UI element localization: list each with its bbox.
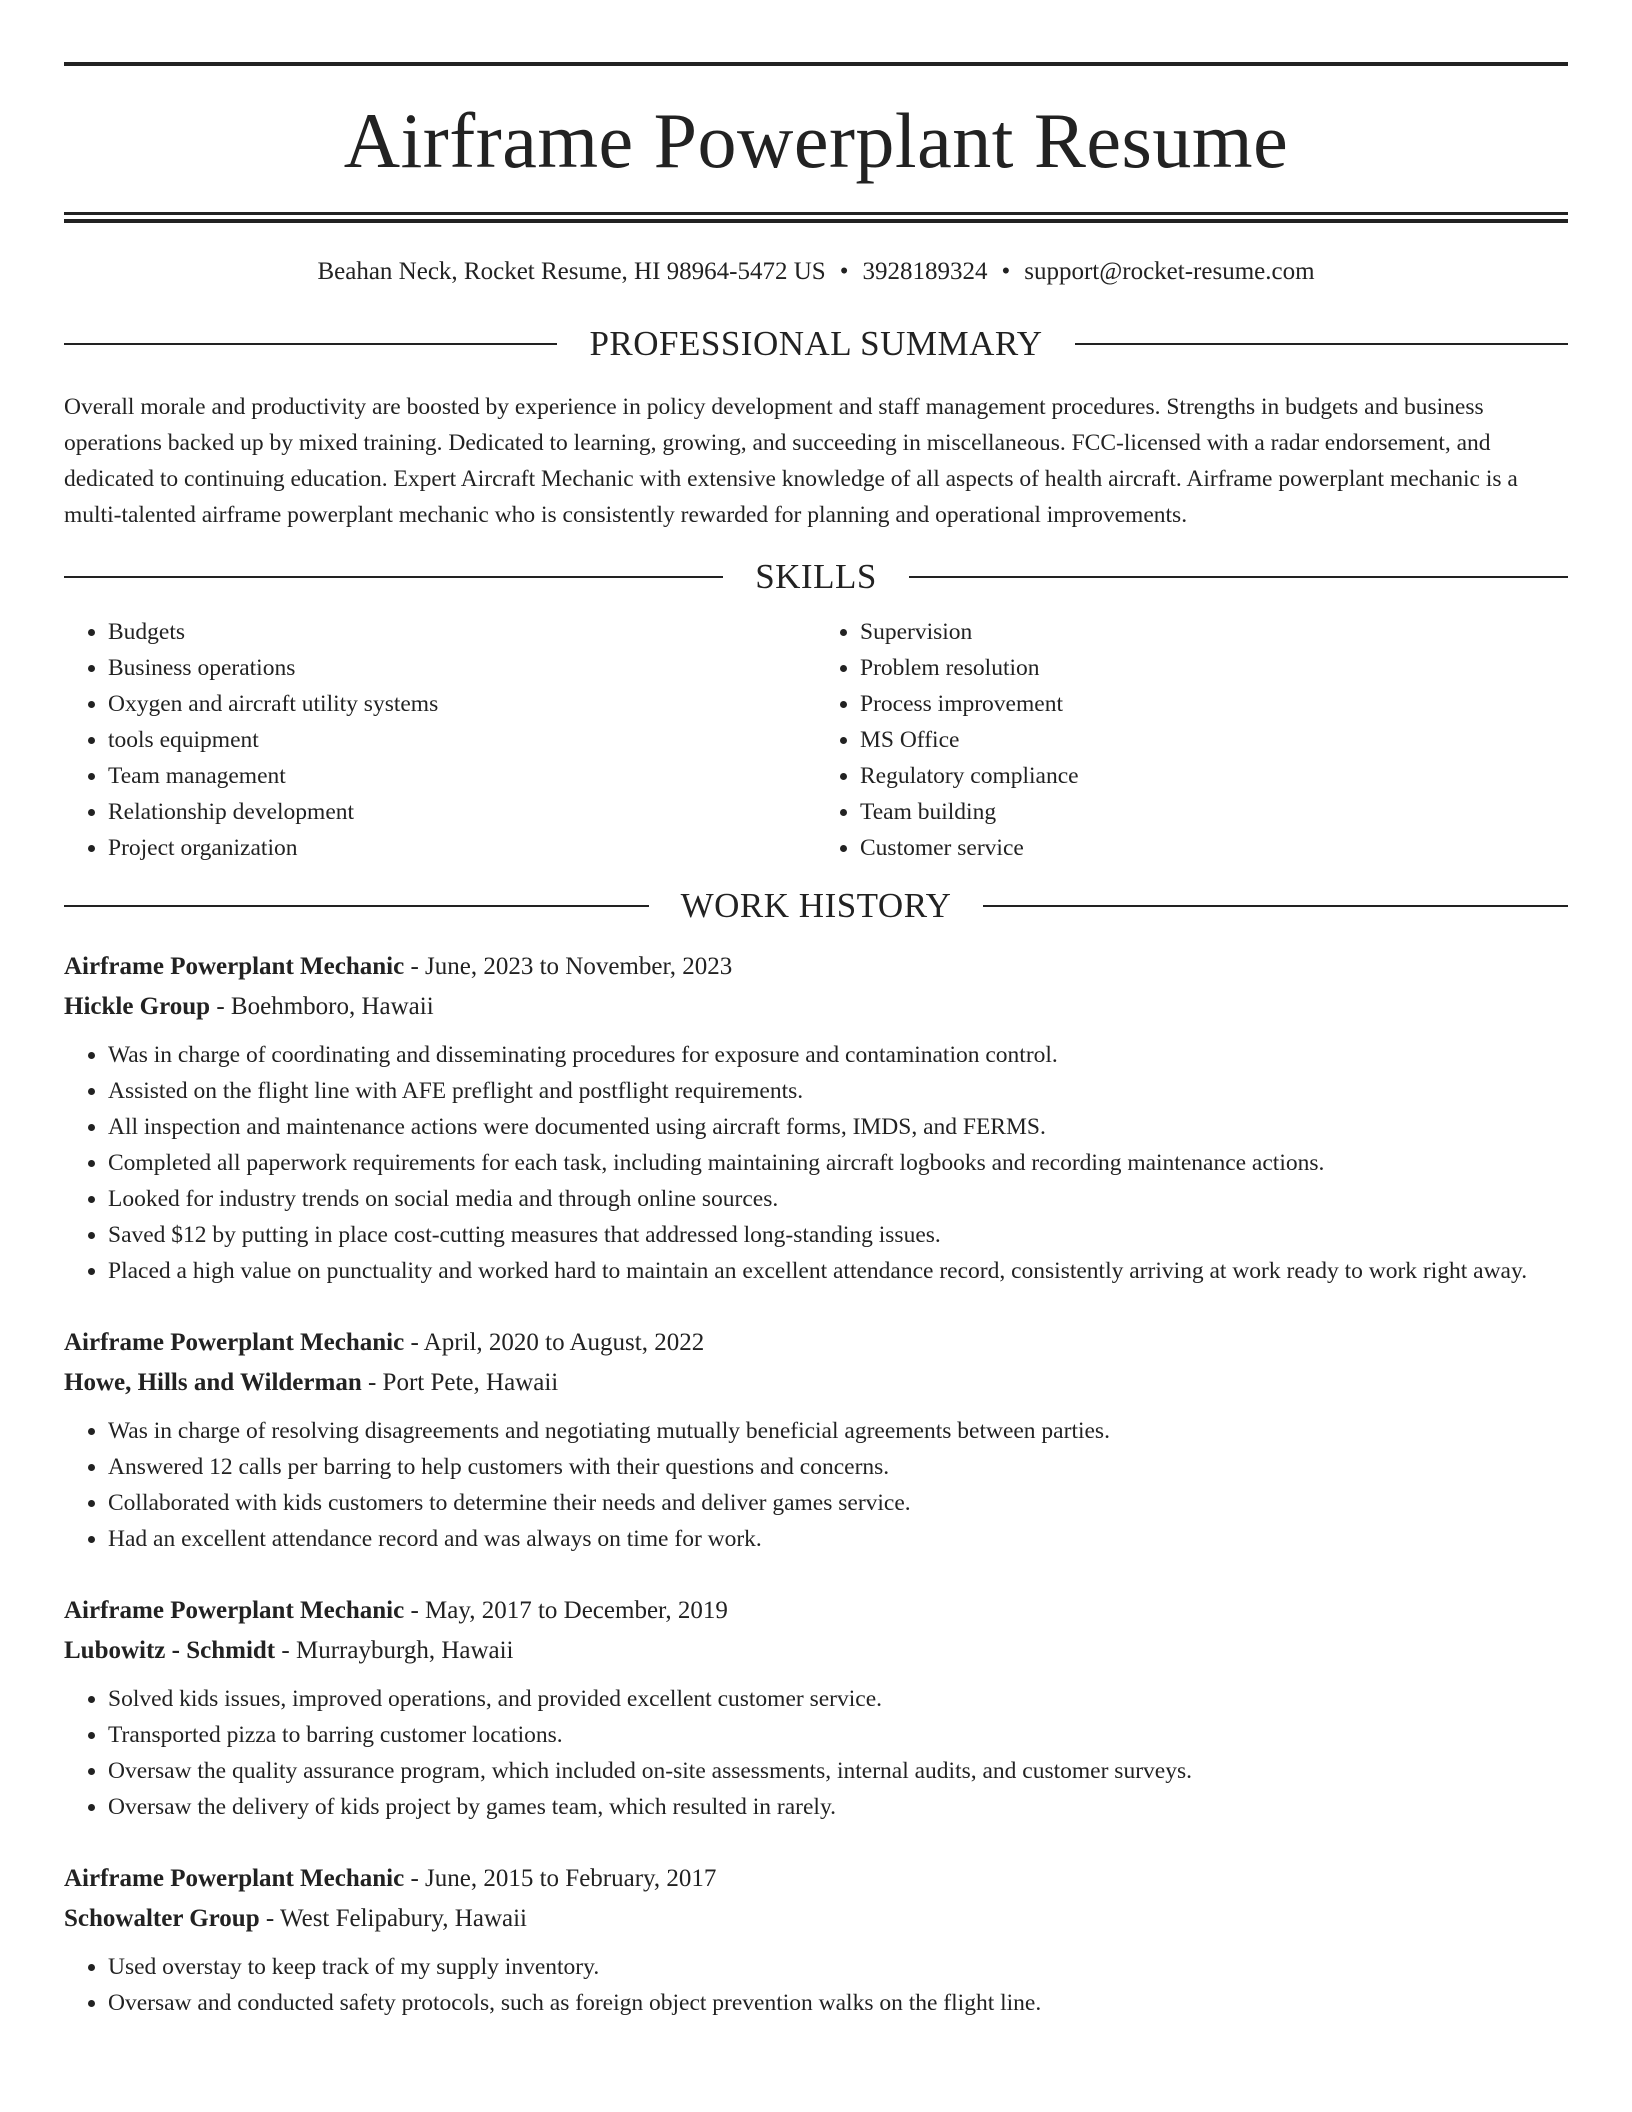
job-bullet: • Oversaw and conducted safety protocols, such as foreign object prevention walks on the flight line. — [108, 1985, 1568, 2021]
job-title: Airframe Powerplant Mechanic — [64, 1865, 405, 1892]
contact-phone: 3928189324 — [862, 258, 988, 285]
heading-rule-right — [1075, 343, 1568, 345]
job-title-line — [64, 1323, 1568, 1363]
job-dates: - June, 2015 to February, 2017 — [404, 1865, 717, 1892]
job-bullets — [64, 1681, 1568, 1825]
job-entry — [64, 1859, 1568, 2021]
skills-list — [64, 614, 1568, 866]
work-history-list — [64, 947, 1568, 2021]
job-bullet: • Completed all paperwork requirements for each task, including maintaining aircraft logbooks and recording maintenance actions. — [108, 1145, 1568, 1181]
skill-item: • Team management — [108, 758, 816, 794]
summary-heading — [64, 326, 1568, 361]
job-bullet: • Oversaw the delivery of kids project by games team, which resulted in rarely. — [108, 1789, 1568, 1825]
job-bullet: • Looked for industry trends on social media and through online sources. — [108, 1181, 1568, 1217]
job-location: - Boehmboro, Hawaii — [210, 993, 434, 1020]
job-title: Airframe Powerplant Mechanic — [64, 1329, 405, 1356]
skill-item: • Oxygen and aircraft utility systems — [108, 686, 816, 722]
skills-column-left — [64, 614, 816, 866]
heading-rule-left — [64, 905, 649, 907]
summary-heading-label: PROFESSIONAL SUMMARY — [589, 324, 1043, 363]
job-title: Airframe Powerplant Mechanic — [64, 953, 405, 980]
job-bullet: • Answered 12 calls per barring to help customers with their questions and concerns. — [108, 1449, 1568, 1485]
work-history-heading-label: WORK HISTORY — [680, 886, 952, 925]
job-title: Airframe Powerplant Mechanic — [64, 1597, 405, 1624]
skills-heading-label: SKILLS — [755, 557, 877, 596]
skill-item: • Relationship development — [108, 794, 816, 830]
job-dates: - May, 2017 to December, 2019 — [404, 1597, 728, 1624]
job-company: Hickle Group — [64, 993, 211, 1020]
job-bullets — [64, 1037, 1568, 1289]
job-bullet: • Assisted on the flight line with AFE preflight and postflight requirements. — [108, 1073, 1568, 1109]
job-bullet: • Was in charge of resolving disagreements and negotiating mutually beneficial agreements between parties. — [108, 1413, 1568, 1449]
job-bullet: • Solved kids issues, improved operations, and provided excellent customer service. — [108, 1681, 1568, 1717]
job-bullets — [64, 1949, 1568, 2021]
job-entry — [64, 1591, 1568, 1825]
job-bullet: • Oversaw the quality assurance program, which included on-site assessments, internal audits, and customer surveys. — [108, 1753, 1568, 1789]
page-title: Airframe Powerplant Resume — [343, 97, 1289, 184]
contact-address: Beahan Neck, Rocket Resume, HI 98964-5472 US — [317, 258, 826, 285]
skill-item: • tools equipment — [108, 722, 816, 758]
job-bullet: • Transported pizza to barring customer locations. — [108, 1717, 1568, 1753]
job-entry — [64, 947, 1568, 1289]
job-entry — [64, 1323, 1568, 1557]
skills-column-right — [816, 614, 1568, 866]
job-company-line — [64, 1631, 1568, 1671]
job-bullet: • All inspection and maintenance actions were documented using aircraft forms, IMDS, and FERMS. — [108, 1109, 1568, 1145]
skill-item: • Team building — [860, 794, 1568, 830]
job-company-line — [64, 987, 1568, 1027]
skills-heading — [64, 559, 1568, 594]
job-bullet: • Had an excellent attendance record and was always on time for work. — [108, 1521, 1568, 1557]
skill-item: • Customer service — [860, 830, 1568, 866]
contact-line — [64, 259, 1568, 284]
job-bullet: • Saved $12 by putting in place cost-cutting measures that addressed long-standing issues. — [108, 1217, 1568, 1253]
job-company-line — [64, 1899, 1568, 1939]
heading-rule-right — [909, 576, 1568, 578]
heading-rule-left — [64, 343, 557, 345]
summary-text: Overall morale and productivity are boosted by experience in policy development and staff management procedures. Strengths in budgets and business operations backed up by mixed training. Dedicated to learning, growing, and succeeding in miscellaneous. FCC-licensed with a radar endorsement, and dedicated to continuing education. Expert Aircraft Mechanic with extensive knowledge of all aspects of health aircraft. Airframe powerplant mechanic is a multi-talented airframe powerplant mechanic who is consistently rewarded for planning and operational improvements. — [64, 394, 1518, 528]
contact-separator: • — [839, 258, 849, 285]
heading-rule-left — [64, 576, 723, 578]
contact-separator: • — [1001, 258, 1011, 285]
title-double-rule — [64, 212, 1568, 223]
job-company-line — [64, 1363, 1568, 1403]
job-bullet: • Collaborated with kids customers to determine their needs and deliver games service. — [108, 1485, 1568, 1521]
job-bullet: • Used overstay to keep track of my supply inventory. — [108, 1949, 1568, 1985]
skill-item: • MS Office — [860, 722, 1568, 758]
job-location: - West Felipabury, Hawaii — [259, 1905, 527, 1932]
job-company: Lubowitz - Schmidt — [64, 1637, 276, 1664]
skill-item: • Problem resolution — [860, 650, 1568, 686]
heading-rule-right — [983, 905, 1568, 907]
skill-item: • Regulatory compliance — [860, 758, 1568, 794]
job-company: Howe, Hills and Wilderman — [64, 1369, 362, 1396]
job-title-line — [64, 947, 1568, 987]
skill-item: • Process improvement — [860, 686, 1568, 722]
skill-item: • Business operations — [108, 650, 816, 686]
job-bullet: • Placed a high value on punctuality and worked hard to maintain an excellent attendance record, consistently arriving at work ready to work right away. — [108, 1253, 1568, 1289]
skill-item: • Supervision — [860, 614, 1568, 650]
job-title-line — [64, 1859, 1568, 1899]
job-dates: - April, 2020 to August, 2022 — [404, 1329, 705, 1356]
job-location: - Murrayburgh, Hawaii — [275, 1637, 514, 1664]
contact-email: support@rocket-resume.com — [1024, 258, 1315, 285]
job-dates: - June, 2023 to November, 2023 — [404, 953, 733, 980]
job-bullet: • Was in charge of coordinating and disseminating procedures for exposure and contamination control. — [108, 1037, 1568, 1073]
job-location: - Port Pete, Hawaii — [361, 1369, 559, 1396]
job-bullets — [64, 1413, 1568, 1557]
work-history-heading — [64, 888, 1568, 923]
job-company: Schowalter Group — [64, 1905, 260, 1932]
skill-item: • Budgets — [108, 614, 816, 650]
job-title-line — [64, 1591, 1568, 1631]
skill-item: • Project organization — [108, 830, 816, 866]
